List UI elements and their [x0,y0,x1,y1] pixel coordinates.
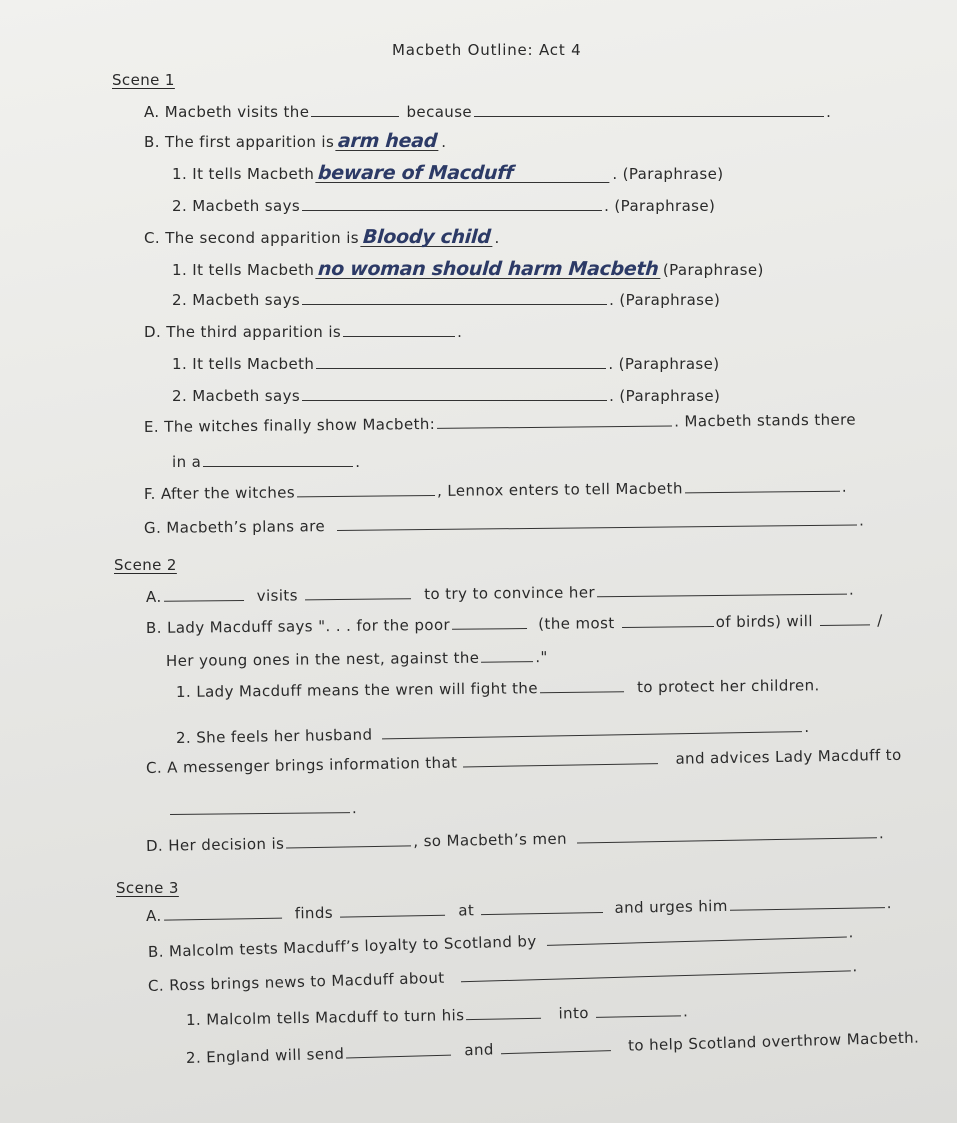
blank-field[interactable] [203,453,353,467]
blank-field[interactable] [685,478,840,494]
page-title: Macbeth Outline: Act 4 [392,41,582,59]
scene2-item-d: D. Her decision is , so Macbeth’s men . [145,824,885,855]
blank-field[interactable] [596,1002,681,1017]
scene2-item-a: A. visits to try to convince her . [145,580,855,606]
blank-field[interactable] [481,648,533,663]
blank-field[interactable] [466,1005,541,1020]
blank-field[interactable] [297,482,435,497]
scene1-item-d1: 1. It tells Macbeth . (Paraphrase) [172,355,720,373]
scene2-item-b1: 1. Lady Macduff means the wren will fight the to protect her children. [175,676,820,701]
blank-field[interactable] [546,923,846,945]
blank-field[interactable] [163,905,281,921]
blank-field[interactable] [316,355,606,369]
scene1-item-d: D. The third apparition is . [144,323,463,341]
blank-field[interactable] [730,894,885,911]
scene1-item-c2: 2. Macbeth says . (Paraphrase) [172,291,721,309]
blank-field[interactable] [622,613,714,628]
blank-field[interactable] [302,197,602,211]
handwritten-answer[interactable]: no woman should harm Macbeth [317,258,660,280]
blank-field[interactable] [820,611,870,626]
blank-field[interactable] [540,678,624,693]
scene1-item-b2: 2. Macbeth says . (Paraphrase) [172,197,716,215]
scene3-item-c2: 2. England will send and to help Scotland overthrow Macbeth. [185,1028,920,1067]
blank-field[interactable] [343,323,455,337]
blank-field[interactable] [337,512,857,531]
scene2-item-b2: 2. She feels her husband . [175,717,810,747]
blank-field[interactable] [597,581,847,598]
blank-field[interactable] [302,387,607,401]
scene1-heading: Scene 1 [112,71,175,89]
scene3-item-b: B. Malcolm tests Macduff’s loyalty to Scotland by . [147,923,854,961]
blank-field[interactable] [577,824,877,843]
blank-field[interactable] [437,412,672,428]
scene3-item-c1: 1. Malcolm tells Macduff to turn his into . [185,1002,689,1029]
blank-field[interactable] [452,615,527,630]
handwritten-answer[interactable]: Bloody child [362,226,492,248]
scene1-item-f: F. After the witches , Lennox enters to tell Macbeth . [143,477,848,503]
scene2-item-b-cont: Her young ones in the nest, against the ." [165,648,548,670]
scene1-item-e: E. The witches finally show Macbeth: . Macbeth stands there [143,410,857,436]
blank-field[interactable] [501,1037,611,1054]
blank-field[interactable] [286,832,411,848]
scene3-item-c: C. Ross brings news to Macduff about. [147,957,858,995]
blank-field[interactable] [163,587,243,602]
scene2-heading: Scene 2 [114,556,177,574]
blank-field[interactable] [340,902,445,918]
blank-field[interactable] [170,799,350,815]
scene1-item-d2: 2. Macbeth says . (Paraphrase) [172,387,721,405]
blank-field[interactable] [302,291,607,305]
scene1-item-c: C. The second apparition is Bloody child . [144,226,500,248]
scene1-item-b1: 1. It tells Macbeth beware of Macduff . (Paraphrase) [172,162,724,184]
handwritten-answer[interactable]: beware of Macduff [316,164,611,183]
scene2-item-b: B. Lady Macduff says ". . . for the poor (the most of birds) will / [145,611,883,637]
scene1-item-c1: 1. It tells Macbeth no woman should harm Macbeth (Paraphrase) [172,258,764,280]
scene1-item-g: G. Macbeth’s plans are . [143,511,865,537]
blank-field[interactable] [460,957,850,982]
blank-field[interactable] [474,103,824,117]
blank-field[interactable] [382,718,802,739]
scene3-heading: Scene 3 [116,879,179,897]
blank-field[interactable] [305,585,411,600]
scene2-item-c-cont: . [168,798,357,820]
blank-field[interactable] [481,899,603,915]
blank-field[interactable] [346,1042,451,1059]
scene1-item-a: A. Macbeth visits the because . [144,103,832,121]
scene1-item-b: B. The first apparition is arm head . [144,130,447,152]
handwritten-answer[interactable]: arm head [337,130,439,152]
blank-field[interactable] [311,103,399,117]
scene3-item-a: A. finds at and urges him . [145,893,893,925]
scene1-item-e-cont: in a . [172,453,361,471]
scene2-item-c: C. A messenger brings information that and advices Lady Macduff to [145,745,902,777]
blank-field[interactable] [463,750,658,767]
